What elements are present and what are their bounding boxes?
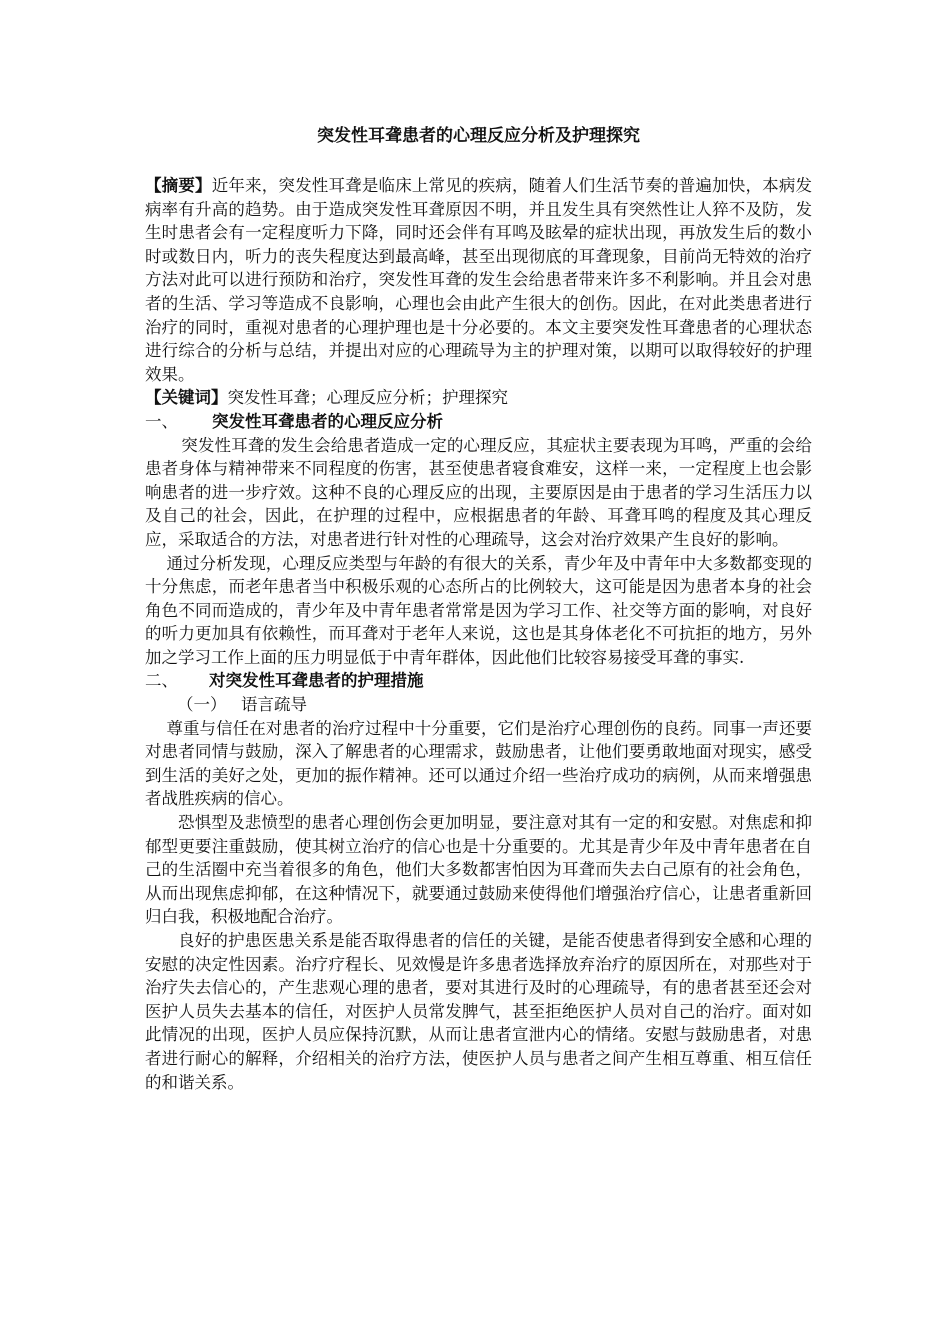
section-2-paragraph-1: 尊重与信任在对患者的治疗过程中十分重要，它们是治疗心理创伤的良药。同事一声还要对患者同情与鼓励，深入了解患者的心理需求，鼓励患者，让他们要勇敢地面对现实，感受到生活的美好之处，更加的振作精神。还可以通过介绍一些治疗成功的病例，从而来增强患者战胜疾病的信心。 — [145, 718, 812, 809]
section-1-paragraph-1: 突发性耳聋的发生会给患者造成一定的心理反应，其症状主要表现为耳鸣，严重的会给患者身体与精神带来不同程度的伤害，甚至使患者寝食难安，这样一来，一定程度上也会影响患者的进一步疗效。这种不良的心理反应的出现，主要原因是由于患者的学习生活压力以及自己的社会，因此，在护理的过程中，应根据患者的年龄、耳聋耳鸣的程度及其心理反应，采取适合的方法，对患者进行针对性的心理疏导，这会对治疗效果产生良好的影响。 — [145, 435, 812, 549]
keywords-text: 突发性耳聋；心理反应分析；护理探究 — [227, 388, 508, 408]
section-2-paragraph-2: 恐惧型及悲愤型的患者心理创伤会更加明显，要注意对其有一定的和安慰。对焦虑和抑郁型更要注重鼓励，使其树立治疗的信心也是十分重要的。尤其是青少年及中青年患者在自己的生活圈中充当着很多的角色，他们大多数都害怕因为耳聋而失去白己原有的社会角色，从而出现焦虑抑郁，在这种情况下，就要通过鼓励来使得他们增强治疗信心，让患者重新回归白我，积极地配合治疗。 — [145, 813, 812, 927]
subsection-1-title: 语言疏导 — [241, 695, 307, 715]
keywords-paragraph — [145, 386, 812, 410]
subsection-1-number: （一） — [177, 695, 227, 715]
subsection-1-heading — [145, 693, 812, 717]
section-2-paragraph-3: 良好的护患医患关系是能否取得患者的信任的关键，是能否使患者得到安全感和心理的安慰的决定性因素。治疗疗程长、见效慢是许多患者选择放弃治疗的原因所在，对那些对于治疗失去信心的，产生悲观心理的患者，要对其进行及时的心理疏导，有的患者甚至还会对医护人员失去基本的信任，对医护人员常发脾气，甚至拒绝医护人员对自己的治疗。面对如此情况的出现，医护人员应保持沉默，从而让患者宣泄内心的情绪。安慰与鼓励患者，对患者进行耐心的解释，介绍相关的治疗方法，使医护人员与患者之间产生相互尊重、相互信任的和谐关系。 — [145, 931, 812, 1092]
abstract-paragraph — [145, 174, 812, 386]
section-1-paragraph-2: 通过分析发现，心理反应类型与年龄的有很大的关系，青少年及中青年中大多数都变现的十分焦虑，而老年患者当中积极乐观的心态所占的比例较大，这可能是因为患者本身的社会角色不同而造成的，青少年及中青年患者常常是因为学习工作、社交等方面的影响，对良好的听力更加具有依赖性，而耳聋对于老年人来说，这也是其身体老化不可抗拒的地方，另外加之学习工作上面的压力明显低于中青年群体，因此他们比较容易接受耳聋的事实. — [145, 553, 812, 667]
section-2-heading — [145, 669, 812, 693]
keywords-label: 【关键词】 — [145, 388, 228, 408]
section-1-number: 一、 — [145, 411, 178, 431]
abstract-text: 近年来，突发性耳聋是临床上常见的疾病，随着人们生活节奏的普遍加快，本病发病率有升高的趋势。由于造成突发性耳聋原因不明，并且发生具有突然性让人猝不及防，发生时患者会有一定程度听力下降，同时还会伴有耳鸣及眩晕的症状出现，再放发生后的数小时或数日内，听力的丧失程度达到最高峰，甚至出现彻底的耳聋现象，目前尚无特效的治疗方法对此可以进行预防和治疗，突发性耳聋的发生会给患者带来许多不利影响。并且会对患者的生活、学习等造成不良影响，心理也会由此产生很大的创伤。因此，在对此类患者进行治疗的同时，重视对患者的心理护理也是十分必要的。本文主要突发性耳聋患者的心理状态进行综合的分析与总结，并提出对应的心理疏导为主的护理对策，以期可以取得较好的护理效果。 — [145, 176, 813, 384]
document-body — [145, 124, 812, 1094]
paper-title: 突发性耳聋患者的心理反应分析及护理探究 — [317, 126, 640, 146]
section-2-title: 对突发性耳聋患者的护理措施 — [209, 671, 424, 691]
section-1-title: 突发性耳聋患者的心理反应分析 — [212, 411, 443, 431]
abstract-label: 【摘要】 — [145, 176, 212, 195]
section-1-heading — [145, 410, 812, 434]
section-2-number: 二、 — [145, 671, 178, 691]
